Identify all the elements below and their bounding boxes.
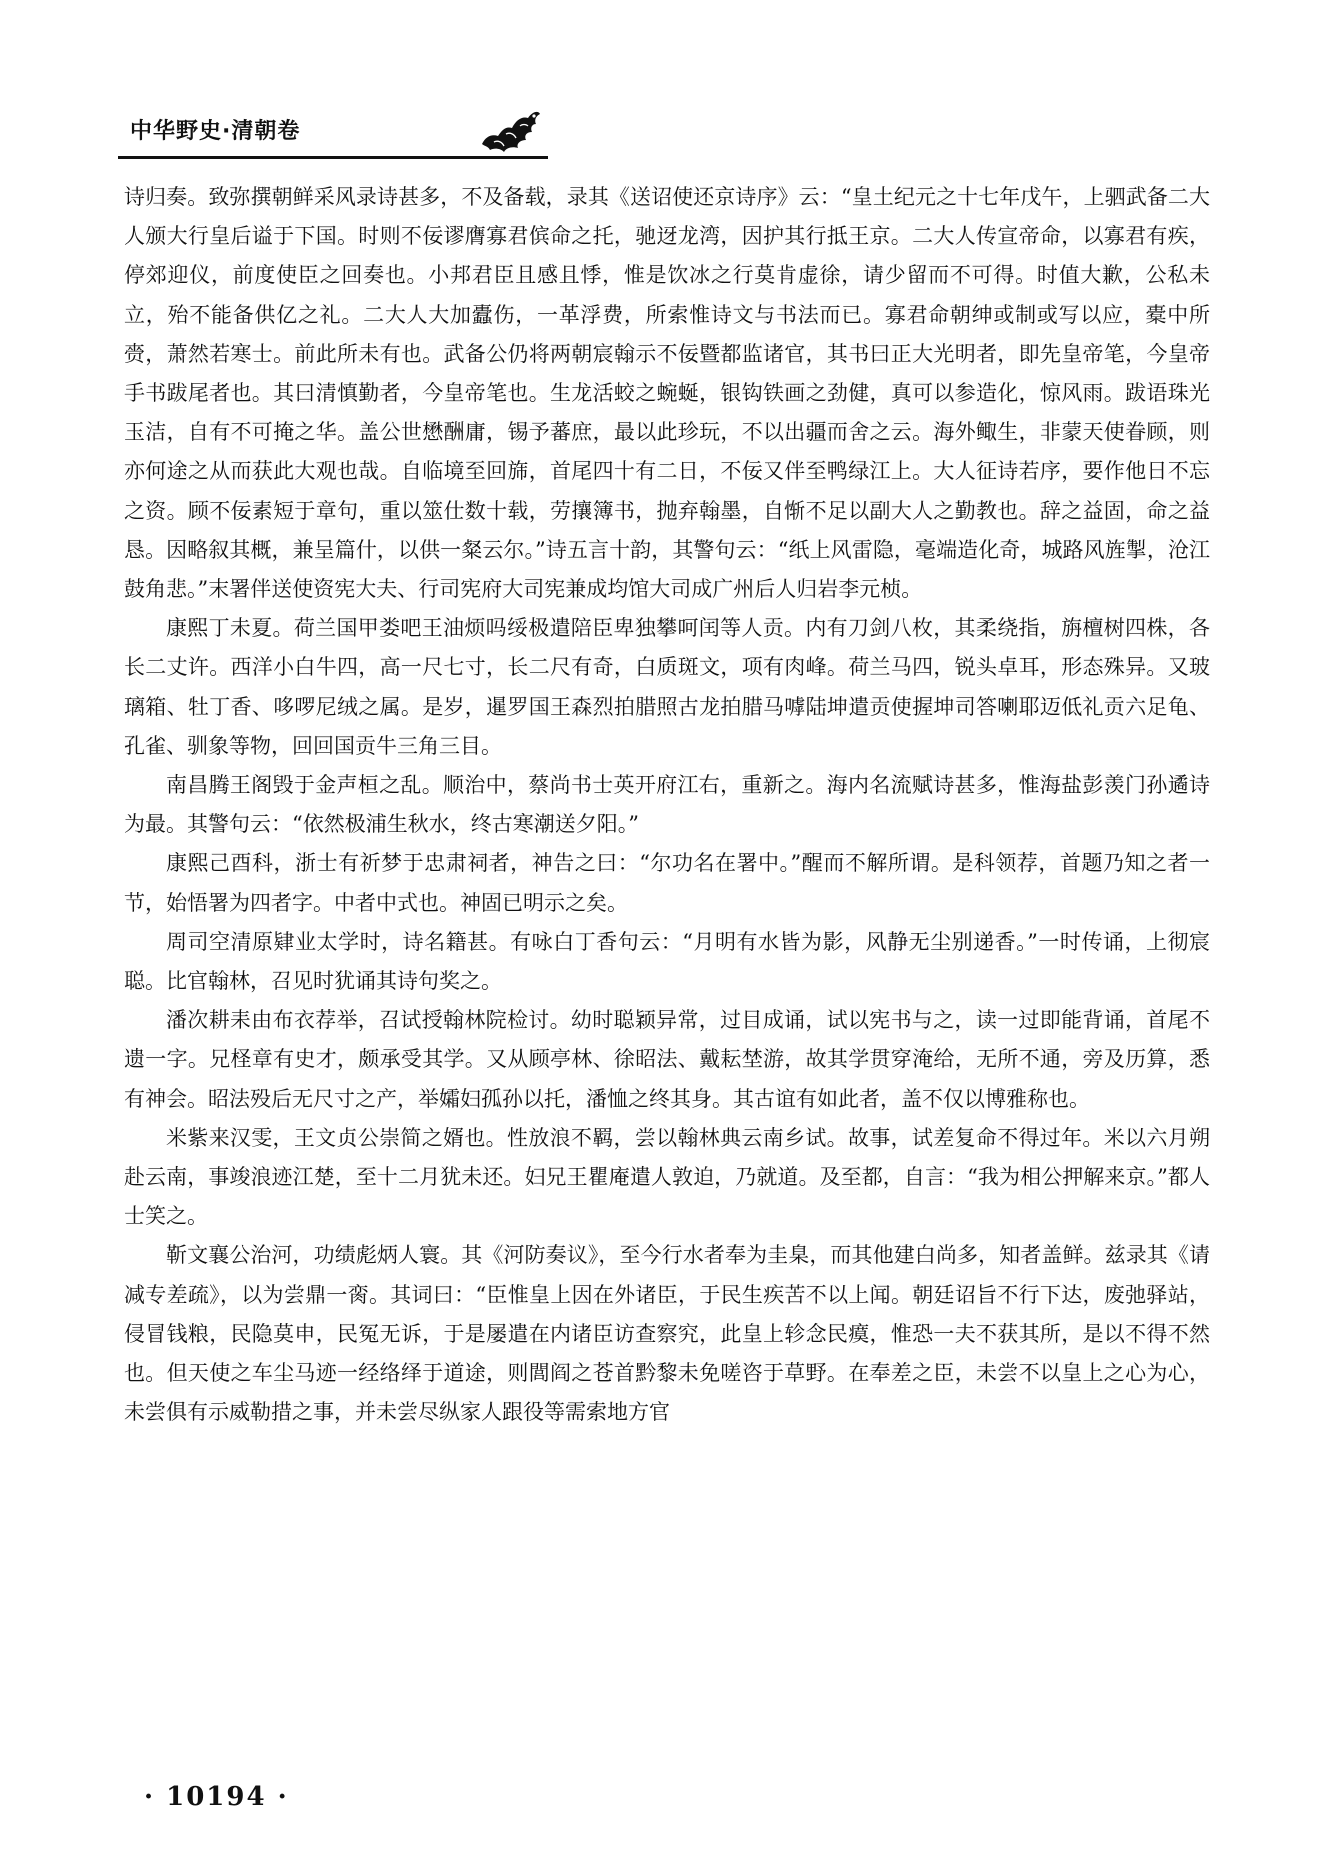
paragraph: 诗归奏。致弥撰朝鲜采风录诗甚多，不及备载，录其《送诏使还京诗序》云：“皇土纪元之十七年戊午，上驷武备二大人颁大行皇后谥于下国。时则不佞谬膺寡君傧命之托，驰迓龙湾，因护其行抵王京。二大人传宣帝命，以寡君有疾，停郊迎仪，前度使臣之回奏也。小邦君臣且感且悸，惟是饮冰之行莫肯虚徐，请少留而不可得。时值大歉，公私未立，殆不能备供亿之礼。二大人大加蠹伤，一革浮费，所索惟诗文与书法而已。寡君命朝绅或制或写以应，橐中所赍，萧然若寒士。前此所未有也。武备公仍将两朝宸翰示不佞暨都监诸官，其书曰正大光明者，即先皇帝笔，今皇帝手书跋尾者也。其曰清慎勤者，今皇帝笔也。生龙活蛟之蜿蜒，银钩铁画之劲健，真可以参造化，惊风雨。跋语珠光玉洁，自有不可掩之华。盖公世懋酬庸，锡予蕃庶，最以此珍玩，不以出疆而舍之云。海外鲰生，非蒙天使眷顾，则亦何途之从而获此大观也哉。自临境至回旆，首尾四十有二日，不佞又伴至鸭绿江上。大人征诗若序，要作他日不忘之资。顾不佞素短于章句，重以筮仕数十载，劳攘簿书，抛弃翰墨，自惭不足以副大人之勤教也。辞之益固，命之益恳。因略叙其概，兼呈篇什，以供一粲云尔。”诗五言十韵，其警句云：“纸上风雷隐，毫端造化奇，城路风旌掣，沧江鼓角悲。”末署伴送使资宪大夫、行司宪府大司宪兼成均馆大司成广州后人归岩李元桢。 [124,185,1210,602]
paragraph: 南昌腾王阁毁于金声桓之乱。顺治中，蔡尚书士英开府江右，重新之。海内名流赋诗甚多，惟海盐彭羡门孙遹诗为最。其警句云：“依然极浦生秋水，终古寒潮送夕阳。” [124,773,1210,837]
header-rule [118,156,548,159]
running-header [118,100,548,162]
page-number: · 10194 · [144,1782,289,1812]
body-text [124,178,1210,1433]
paragraph: 潘次耕耒由布衣荐举，召试授翰林院检讨。幼时聪颖异常，过目成诵，试以宪书与之，读一过即能背诵，首尾不遗一字。兄柽章有史才，颇承受其学。又从顾亭林、徐昭法、戴耘埜游，故其学贯穿淹给，无所不通，旁及历算，悉有神会。昭法殁后无尺寸之产，举孀妇孤孙以托，潘恤之终其身。其古谊有如此者，盖不仅以博雅称也。 [124,1008,1210,1111]
paragraph: 米紫来汉雯，王文贞公崇简之婿也。性放浪不羁，尝以翰林典云南乡试。故事，试差复命不得过年。米以六月朔赴云南，事竣浪迹江楚，至十二月犹未还。妇兄王瞿庵遣人敦迫，乃就道。及至都，自言：“我为相公押解来京。”都人士笑之。 [124,1125,1210,1229]
header-title: 中华野史·清朝卷 [130,119,301,144]
paragraph: 靳文襄公治河，功绩彪炳人寰。其《河防奏议》，至今行水者奉为圭臬，而其他建白尚多，知者盖鲜。兹录其《请减专差疏》，以为尝鼎一脔。其词曰：“臣惟皇上因在外诸臣，于民生疾苦不以上闻。朝廷诏旨不行下达，废弛驿站，侵冒钱粮，民隐莫申，民冤无诉，于是屡遣在内诸臣访查察究，此皇上轸念民瘼，惟恐一夫不获其所，是以不得不然也。但天使之车尘马迹一经络绎于道途，则閭阎之苍首黔黎未免嗟咨于草野。在奉差之臣，未尝不以皇上之心为心，未尝俱有示威勒措之事，并未尝尽纵家人跟役等需索地方官 [124,1243,1210,1425]
paragraph: 康熙丁未夏。荷兰国甲娄吧王油烦吗绥极遣陪臣卑独攀呵闰等人贡。内有刀剑八枚，其柔绕指，旃檀树四株，各长二丈许。西洋小白牛四，高一尺七寸，长二尺有奇，白质斑文，项有肉峰。荷兰马四，锐头卓耳，形态殊异。又玻璃箱、牡丁香、哆啰尼绒之属。是岁，暹罗国王森烈拍腊照古龙拍腊马嘑陆坤遣贡使握坤司答喇耶迈低礼贡六足龟、孔雀、驯象等物，回回国贡牛三角三目。 [124,616,1210,758]
dragon-emblem-icon [476,100,544,154]
paragraph: 周司空清原肄业太学时，诗名籍甚。有咏白丁香句云：“月明有水皆为影，风静无尘别递香。”一时传诵，上彻宸聪。比官翰林，召见时犹诵其诗句奖之。 [124,929,1210,994]
paragraph: 康熙己酉科，浙士有祈梦于忠肃祠者，神告之曰：“尔功名在署中。”醒而不解所谓。是科领荐，首题乃知之者一节，始悟署为四者字。中者中式也。神固已明示之矣。 [124,851,1210,915]
